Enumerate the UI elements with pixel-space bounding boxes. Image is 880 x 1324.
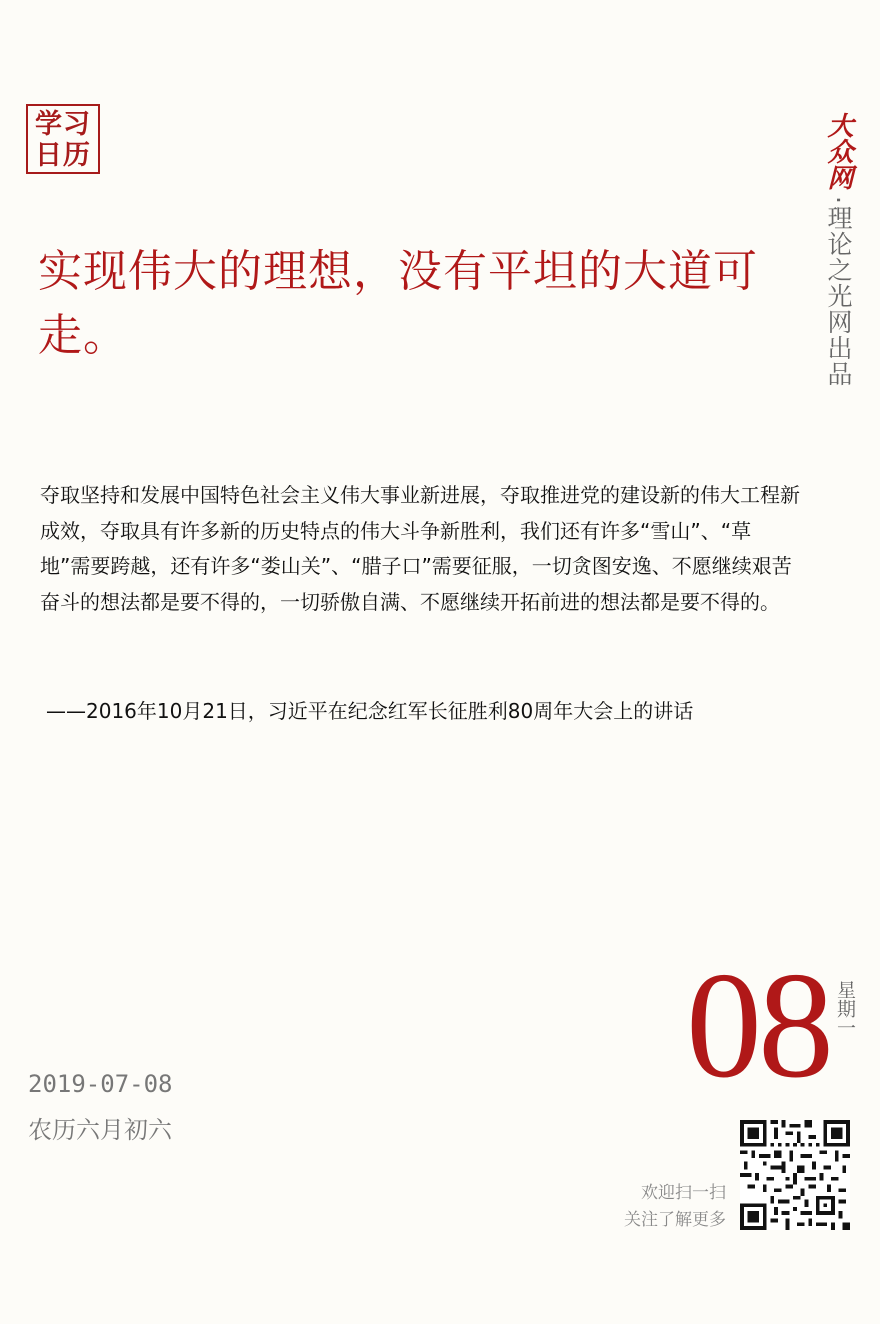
brand-logo: 大众网 — [823, 112, 853, 190]
day-number: 08 — [686, 941, 830, 1109]
scan-prompt — [604, 1180, 726, 1234]
quote-source: ——2016年10月21日，习近平在纪念红军长征胜利80周年大会上的讲话 — [46, 699, 694, 723]
quote-body: 夺取坚持和发展中国特色社会主义伟大事业新进展，夺取推进党的建设新的伟大工程新成效，夺取具有许多新的历史特点的伟大斗争新胜利，我们还有许多“雪山”、“草地”需要跨越，还有许多“娄山关”、“腊子口”需要征服，一切贪图安逸、不愿继续艰苦奋斗的想法都是要不得的，一切骄傲自满、不愿继续开拓前进的想法都是要不得的。 — [40, 483, 800, 614]
brand-block — [818, 112, 858, 391]
qr-code-icon[interactable] — [740, 1120, 850, 1230]
lunar-date: 农历六月初六 — [28, 1116, 172, 1144]
headline: 实现伟大的理想，没有平坦的大道可走。 — [38, 246, 758, 361]
badge-line-2: 日历 — [35, 140, 91, 171]
badge-line-1: 学习 — [35, 109, 91, 140]
scan-line-2: 关注了解更多 — [624, 1210, 726, 1230]
study-calendar-badge — [26, 104, 100, 174]
scan-line-1: 欢迎扫一扫 — [641, 1183, 726, 1203]
weekday: 星期一 — [834, 980, 856, 1037]
brand-tagline: ·理论之光网出品 — [824, 196, 853, 387]
date: 2019-07-08 — [28, 1070, 173, 1098]
